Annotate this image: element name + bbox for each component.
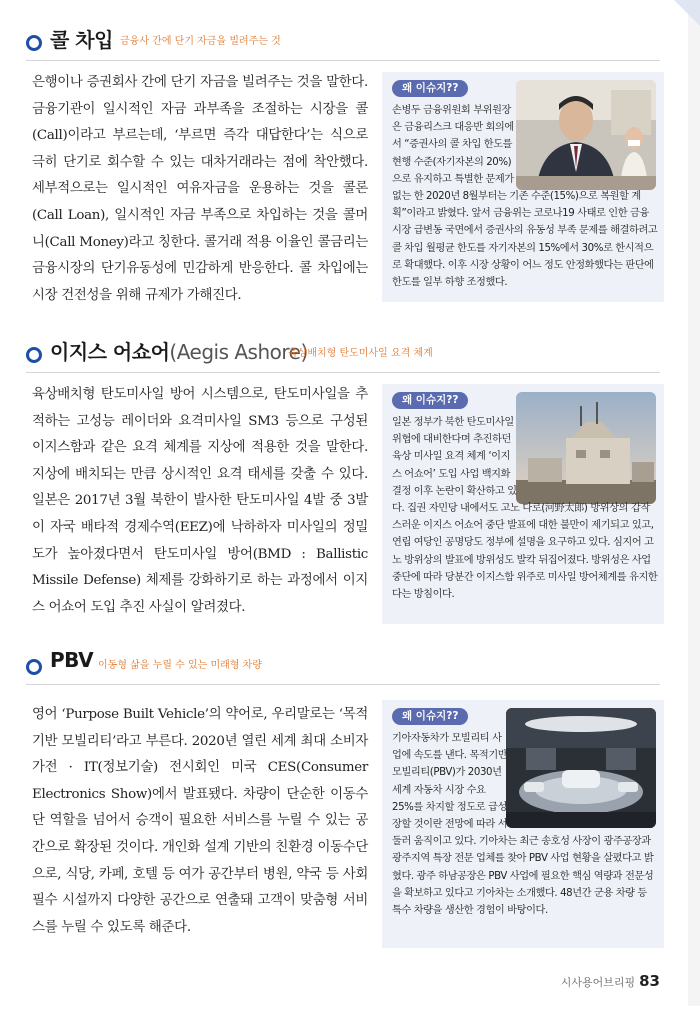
issue-box <box>382 384 664 624</box>
issue-box <box>382 72 664 302</box>
heading-bullet-icon <box>26 347 42 363</box>
section-subtitle: 이동형 삶을 누릴 수 있는 미래형 차량 <box>98 660 262 671</box>
heading-bullet-icon <box>26 35 42 51</box>
footer-label: 시사용어브리핑 <box>560 976 636 989</box>
issue-text: 손병두 금융위원회 부위원장은 금융리스크 대응반 회의에서 “증권사의 콜 차입 한도를 현행 수준(자기자본의 20%)으로 유지하고 특별한 문제가 없는 한 2020년 8월부터는 기존 수준(15%)으로 복원할 계획”이라고 밝혔다. 앞서 금융위는 코로나19 사태로 인한 금융시장 급변동 국면에서 증권사의 유동성 부족 문제를 해결하려고 콜 차입 월평균 한도를 자기자본의 15%에서 30%로 한시적으로 확대했다. 이후 시장 상황이 어느 정도 안정화했다는 판단에 한도를 일부 하향 조정했다. <box>392 105 658 289</box>
issue-text: 기아자동차가 모빌리티 사업에 속도를 낸다. 목적기반모빌리티(PBV)가 2030년 세계 자동차 시장 수요 25%를 차지할 정도로 급성장할 것이란 전망에 따라 서둘러 움직이고 있다. 기아차는 최근 송호성 사장이 광주공장과 광주지역 특장 전문 업체를 찾아 PBV 사업 현황을 살폈다고 밝혔다. 광주 하남공장은 PBV 사업에 필요한 핵심 역량과 전문성을 확보하고 있다고 기아차는 소개했다. 48년간 군용 차량 등 특수 차량을 생산한 경험이 바탕이다. <box>392 733 654 917</box>
issue-text: 일본 정부가 북한 탄도미사일 위협에 대비한다며 추진하던 육상 미사일 요격 체계 ‘이지스 어쇼어’ 도입 사업 백지화 결정 이후 논란이 확산하고 있다. 집권 자민당 내에서도 고노 다로(河野太郎) 방위상의 갑작스러운 이지스 어쇼어 중단 발표에 대한 불만이 제기되고 있고, 연립 여당인 공명당도 정부에 설명을 요구하고 있다. 심지어 고노 방위상의 발표에 방위성도 발칵 뒤집어졌다. 방위성은 사업 중단에 따라 당분간 이지스함 위주로 미사일 방어체계를 유지한다는 방침이다. <box>392 417 658 601</box>
heading-divider <box>26 684 660 685</box>
page-footer <box>561 972 660 990</box>
issue-badge: 왜 이슈지?? <box>392 392 468 409</box>
section-title: PBV <box>50 648 94 672</box>
issue-box <box>382 700 664 948</box>
section-heading <box>0 336 660 366</box>
section-subtitle: 육상배치형 탄도미사일 요격 체계 <box>288 348 433 359</box>
section-title-latin: (Aegis Ashore) <box>169 340 308 364</box>
section-heading <box>0 648 660 678</box>
section-title: 콜 차입 <box>50 28 113 52</box>
page-number: 83 <box>639 972 660 990</box>
section-subtitle: 금융사 간에 단기 자금을 빌려주는 것 <box>120 36 281 47</box>
section-body: 영어 ‘Purpose Built Vehicle’의 약어로, 우리말로는 ‘목적기반 모빌리티’라고 부른다. 2020년 열린 세계 최대 소비자 가전 · IT(정보기술) 전시회인 미국 CES(Consumer Electronics Show)에서 발표됐다. 차량이 단순한 이동수단 역할을 넘어서 승객이 필요한 서비스를 누릴 수 있는 공간으로 확장된 것이다. 개인화 설계 기반의 친환경 이동수단으로, 식당, 카페, 호텔 등 여가 공간부터 병원, 약국 등 사회 필수 시설까지 다양한 공간으로 연출돼 고객이 맞춤형 서비스를 누릴 수 있도록 해준다. <box>32 707 368 935</box>
page-edge-accent <box>660 0 700 1006</box>
heading-bullet-icon <box>26 659 42 675</box>
section-body: 육상배치형 탄도미사일 방어 시스템으로, 탄도미사일을 추적하는 고성능 레이더와 요격미사일 SM3 등으로 구성된 이지스함과 같은 요격 체계를 지상에 적용한 것을 말한다. 지상에 배치되는 만큼 상시적인 요격 태세를 갖출 수 있다. 일본은 2017년 3월 북한이 발사한 탄도미사일 4발 중 3발이 자국 배타적 경제수역(EEZ)에 낙하하자 미사일의 정밀도가 높아졌다면서 탄도미사일 방어(BMD : Ballistic Missile Defense) 체제를 강화하기로 하는 과정에서 이지스 어쇼어 도입 추진 사실이 알려졌다. <box>32 387 368 615</box>
section-title: 이지스 어쇼어(Aegis Ashore) <box>50 340 308 364</box>
heading-divider <box>26 60 660 61</box>
section-body: 은행이나 증권회사 간에 단기 자금을 빌려주는 것을 말한다. 금융기관이 일시적인 자금 과부족을 조절하는 시장을 콜(Call)이라고 부르는데, ‘부르면 즉각 대답한다’는 식으로 극히 단기로 회수할 수 있는 대차거래라는 점에 착안했다. 세부적으로는 일시적인 여유자금을 운용하는 것을 콜론(Call Loan), 일시적인 자금 부족으로 차입하는 것을 콜머니(Call Money)라고 칭한다. 콜거래 적용 이율인 콜금리는 금융시장의 단기유동성에 민감하게 반응한다. 콜 차입에는 시장 건전성을 위해 규제가 가해진다. <box>32 75 368 303</box>
issue-badge: 왜 이슈지?? <box>392 80 468 97</box>
section-heading <box>0 24 660 54</box>
heading-divider <box>26 372 660 373</box>
issue-badge: 왜 이슈지?? <box>392 708 468 725</box>
